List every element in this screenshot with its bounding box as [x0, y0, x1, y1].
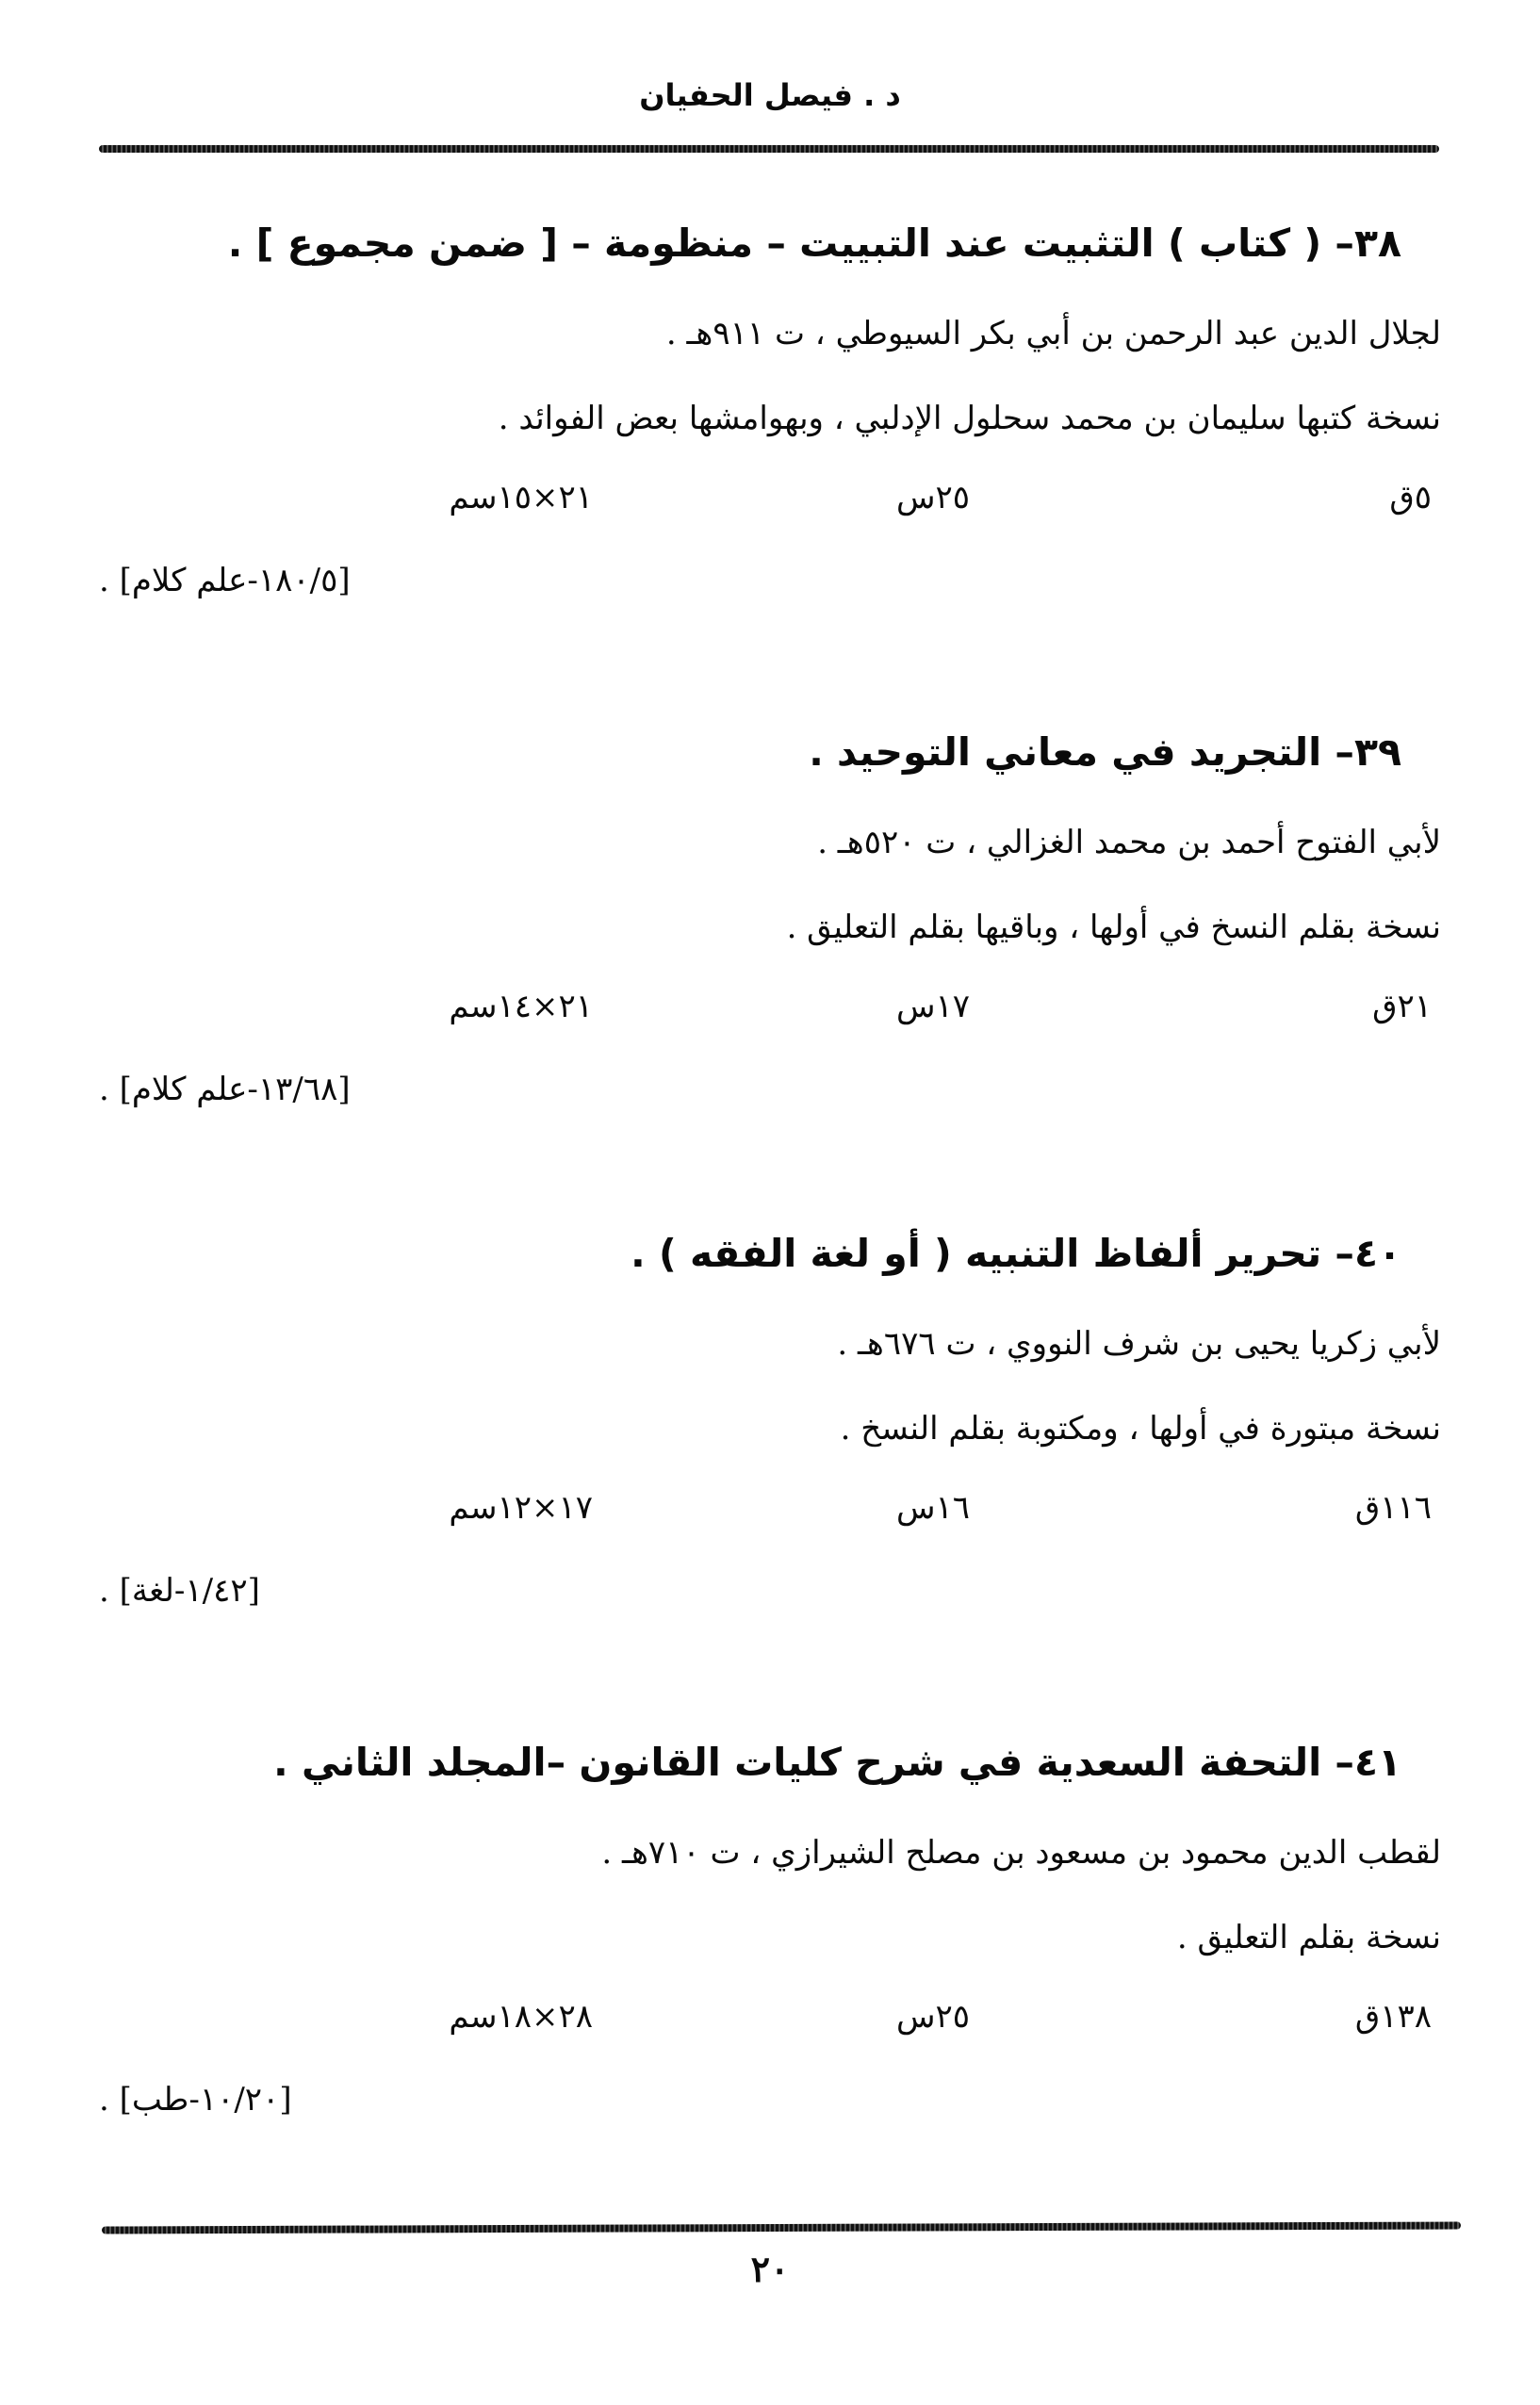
entry-specs [99, 1489, 1441, 1542]
footer-rule [102, 2221, 1461, 2233]
leaves-count: ١٣٨ق [1354, 1998, 1432, 2036]
leaves-count: ٢١ق [1372, 988, 1432, 1025]
catalog-entry-39 [99, 724, 1441, 1114]
entry-author: لجلال الدين عبد الرحمن بن أبي بكر السيوطي ، ت ٩١١هـ . [665, 315, 1441, 352]
lines-per-page: ٢٥س [895, 1998, 970, 2036]
dimensions: ٢٨×١٨سم [449, 1998, 593, 2036]
entry-title: ٤٠– تحرير ألفاظ التنبيه ( أو لغة الفقه ) . [631, 1231, 1401, 1276]
shelfmark [99, 2075, 1441, 2124]
entry-specs [99, 479, 1441, 532]
lines-per-page: ١٦س [895, 1489, 970, 1527]
entry-title: ٤١– التحفة السعدية في شرح كليات القانون –المجلد الثاني . [273, 1740, 1401, 1785]
running-header: د . فيصل الحفيان [639, 77, 901, 113]
page-number: ٢٠ [750, 2248, 790, 2290]
catalog-entry-41 [99, 1734, 1441, 2124]
entry-specs [99, 988, 1441, 1040]
entry-description: نسخة كتبها سليمان بن محمد سحلول الإدلبي ، وبهوامشها بعض الفوائد . [498, 400, 1441, 437]
shelfmark [99, 1065, 1441, 1114]
catalog-entry-40 [99, 1225, 1441, 1615]
entry-author: لأبي زكريا يحيى بن شرف النووي ، ت ٦٧٦هـ . [837, 1325, 1441, 1363]
dimensions: ٢١×١٥سم [449, 479, 593, 516]
entry-author: لأبي الفتوح أحمد بن محمد الغزالي ، ت ٥٢٠هـ . [817, 824, 1441, 861]
dimensions: ١٧×١٢سم [449, 1489, 593, 1527]
shelfmark [99, 556, 1441, 605]
shelfmark-text: [١٠/٢٠-طب] . [99, 2081, 292, 2119]
entry-description: نسخة بقلم التعليق . [1176, 1919, 1441, 1956]
lines-per-page: ١٧س [895, 988, 970, 1025]
entry-title: ٣٩– التجريد في معاني التوحيد . [809, 729, 1401, 775]
dimensions: ٢١×١٤سم [449, 988, 593, 1025]
leaves-count: ٥ق [1389, 479, 1432, 516]
catalog-entry-38 [99, 215, 1441, 605]
shelfmark [99, 1566, 1441, 1615]
entry-specs [99, 1998, 1441, 2051]
leaves-count: ١١٦ق [1354, 1489, 1432, 1527]
entry-title: ٣٨– ( كتاب ) التثبيت عند التبييت – منظومة – [ ضمن مجموع ] . [227, 221, 1401, 266]
shelfmark-text: [١/٤٢-لغة] . [99, 1572, 260, 1610]
shelfmark-text: [١٣/٦٨-علم كلام] . [99, 1071, 351, 1108]
header-rule [99, 145, 1439, 153]
lines-per-page: ٢٥س [895, 479, 970, 516]
entry-author: لقطب الدين محمود بن مسعود بن مصلح الشيرازي ، ت ٧١٠هـ . [601, 1834, 1441, 1872]
entry-description: نسخة مبتورة في أولها ، ومكتوبة بقلم النسخ . [840, 1410, 1441, 1448]
entry-description: نسخة بقلم النسخ في أولها ، وباقيها بقلم التعليق . [786, 908, 1441, 946]
shelfmark-text: [١٨٠/٥-علم كلام] . [99, 562, 351, 599]
